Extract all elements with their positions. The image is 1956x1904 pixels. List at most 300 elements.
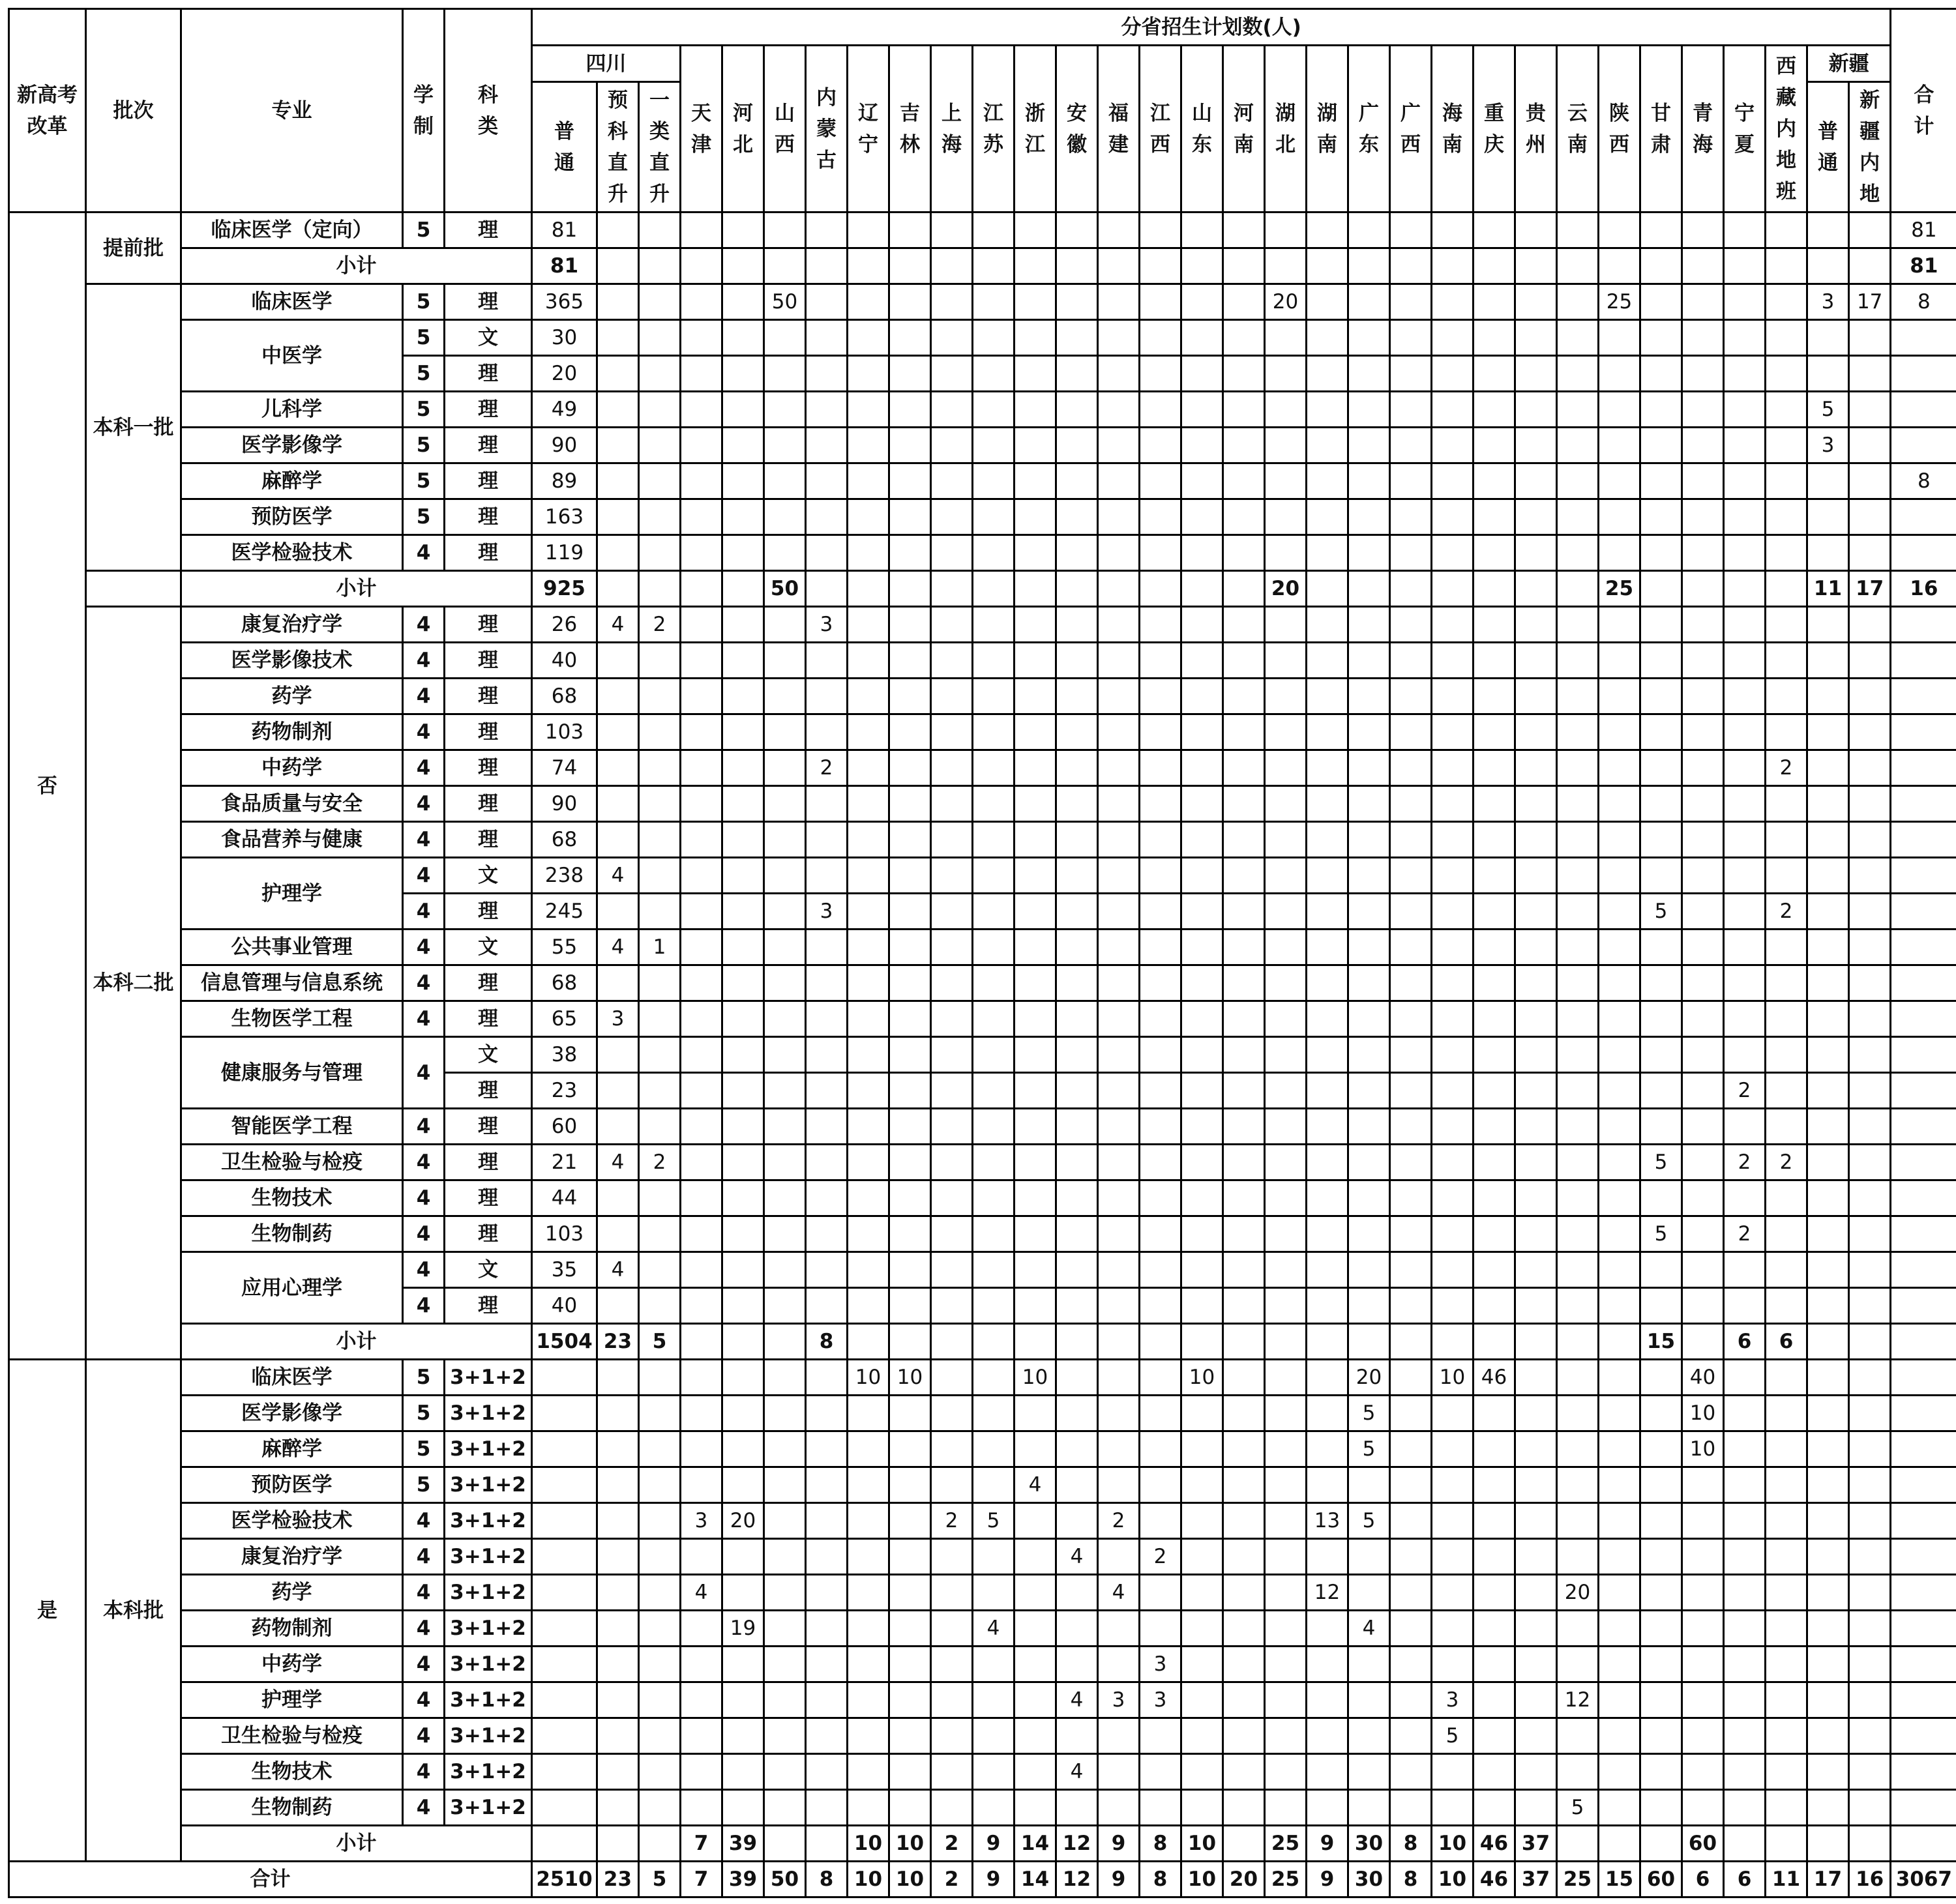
value-cell [1640,212,1682,248]
value-cell: 21 [532,1145,597,1180]
value-cell: 50 [764,284,806,320]
value-cell [1307,499,1348,535]
value-cell: 5 [1640,1145,1682,1180]
value-cell [1015,499,1056,535]
row-total-cell: 81 [1891,248,1956,284]
value-cell [1807,320,1849,356]
value-cell [681,1467,722,1503]
value-cell [1307,212,1348,248]
header-province [931,46,973,212]
row-total-cell [1891,1360,1956,1396]
value-cell [1515,1109,1557,1145]
value-cell [931,894,973,930]
value-cell [889,858,931,894]
value-cell: 12 [1557,1682,1599,1718]
value-cell [681,1718,722,1754]
value-cell [1181,428,1223,463]
value-cell [1807,1324,1849,1360]
subject-cell: 理 [445,1145,532,1180]
value-cell [1015,1718,1056,1754]
value-cell [1849,463,1891,499]
value-cell [1265,750,1307,786]
value-cell [764,356,806,392]
value-cell: 2 [1766,1145,1807,1180]
value-cell [1432,1611,1474,1647]
value-cell [1474,392,1515,428]
value-cell [639,356,681,392]
value-cell [1098,1467,1140,1503]
value-cell [1015,750,1056,786]
value-cell: 1504 [532,1324,597,1360]
value-cell [1724,1252,1766,1288]
value-cell [722,1754,764,1790]
value-cell [1599,1611,1640,1647]
value-cell [1849,786,1891,822]
value-cell [597,1611,639,1647]
value-cell [722,1718,764,1754]
value-cell [1557,1145,1599,1180]
table-row [9,786,1956,822]
value-cell: 2 [931,1503,973,1539]
value-cell [1181,643,1223,679]
value-cell [1307,1360,1348,1396]
value-cell [889,499,931,535]
value-cell: 10 [1015,1360,1056,1396]
table-row [9,1539,1956,1575]
value-cell [1599,463,1640,499]
value-cell [639,1647,681,1682]
value-cell [1599,643,1640,679]
subject-cell: 文 [445,1252,532,1288]
value-cell [1515,1431,1557,1467]
value-cell: 6 [1766,1324,1807,1360]
value-cell [1140,1611,1181,1647]
header-province [1474,46,1515,212]
enrollment-plan-table [8,8,1956,1898]
subtotal-label: 小计 [181,571,532,607]
value-cell [931,1431,973,1467]
value-cell [1724,965,1766,1001]
value-cell [1223,858,1265,894]
value-cell [1849,607,1891,643]
value-cell: 8 [1390,1826,1432,1862]
row-total-cell [1891,1324,1956,1360]
value-cell [1390,248,1432,284]
value-cell [1098,535,1140,571]
table-row [9,1109,1956,1145]
value-cell: 10 [848,1360,889,1396]
value-cell [1766,1539,1807,1575]
value-cell [1515,930,1557,965]
value-cell [1432,1109,1474,1145]
value-cell [1015,894,1056,930]
value-cell [1474,1216,1515,1252]
header-duration: 学制 [403,9,445,212]
header-province [764,46,806,212]
value-cell [597,320,639,356]
value-cell [1390,1790,1432,1826]
value-cell [639,1252,681,1288]
value-cell [597,284,639,320]
row-total-cell [1891,1396,1956,1431]
value-cell [1390,965,1432,1001]
value-cell [1640,1431,1682,1467]
row-total-cell [1891,320,1956,356]
value-cell [681,1790,722,1826]
value-cell: 5 [1348,1396,1390,1431]
value-cell: 19 [722,1611,764,1647]
value-cell [1724,750,1766,786]
value-cell [1557,1431,1599,1467]
header-xinjiang-sub [1807,82,1849,212]
value-cell [1724,1037,1766,1073]
value-cell [1766,1001,1807,1037]
value-cell [1682,930,1724,965]
value-cell: 9 [1098,1826,1140,1862]
value-cell [1056,1360,1098,1396]
value-cell [848,679,889,714]
batch-cell: 本科一批 [86,284,181,571]
value-cell [722,894,764,930]
value-cell [764,535,806,571]
value-cell [806,1216,848,1252]
header-text: 海南 [1442,101,1462,156]
header-total: 合计 [1891,9,1956,212]
value-cell [931,1718,973,1754]
subject-cell: 理 [445,463,532,499]
value-cell [1390,607,1432,643]
value-cell [1474,1073,1515,1109]
value-cell [1140,1503,1181,1539]
value-cell [1766,571,1807,607]
duration-cell: 4 [403,1288,445,1324]
row-total-cell [1891,535,1956,571]
value-cell [1056,284,1098,320]
value-cell [1474,1790,1515,1826]
value-cell [931,463,973,499]
value-cell [1056,1180,1098,1216]
value-cell [973,1216,1015,1252]
value-cell [1390,1431,1432,1467]
value-cell [681,1037,722,1073]
value-cell: 4 [1056,1682,1098,1718]
value-cell [1849,1288,1891,1324]
value-cell [639,248,681,284]
value-cell [1599,1216,1640,1252]
value-cell [1474,1682,1515,1718]
value-cell: 16 [1849,1862,1891,1897]
value-cell [1640,1467,1682,1503]
value-cell [532,1467,597,1503]
value-cell [1348,1288,1390,1324]
value-cell [722,1682,764,1718]
value-cell [1557,1467,1599,1503]
value-cell [848,894,889,930]
value-cell [1348,248,1390,284]
value-cell: 10 [1181,1360,1223,1396]
value-cell [1223,679,1265,714]
value-cell [1807,1539,1849,1575]
value-cell [1640,643,1682,679]
value-cell [1056,1396,1098,1431]
value-cell [1265,248,1307,284]
value-cell [1140,1109,1181,1145]
value-cell [1432,1790,1474,1826]
value-cell [1640,1539,1682,1575]
value-cell [1599,930,1640,965]
value-cell [1432,930,1474,965]
subject-cell: 理 [445,535,532,571]
value-cell [1223,1754,1265,1790]
value-cell [1098,858,1140,894]
row-total-cell [1891,1180,1956,1216]
value-cell [1307,428,1348,463]
value-cell [1766,212,1807,248]
subject-cell: 理 [445,1216,532,1252]
value-cell [1390,499,1432,535]
value-cell: 25 [1265,1862,1307,1897]
value-cell [1515,1718,1557,1754]
value-cell [931,1073,973,1109]
value-cell [1724,643,1766,679]
value-cell [1599,1503,1640,1539]
value-cell [1849,1180,1891,1216]
value-cell [1056,1575,1098,1611]
value-cell [1265,1180,1307,1216]
value-cell [597,1431,639,1467]
major-cell: 麻醉学 [181,463,403,499]
value-cell [1432,643,1474,679]
value-cell: 46 [1474,1862,1515,1897]
value-cell [1682,714,1724,750]
value-cell [1140,894,1181,930]
value-cell [1807,679,1849,714]
value-cell [722,1396,764,1431]
value-cell [889,1180,931,1216]
value-cell [639,1611,681,1647]
value-cell [1098,1324,1140,1360]
row-total-cell [1891,1647,1956,1682]
value-cell [1766,1826,1807,1862]
value-cell: 1 [639,930,681,965]
value-cell [1098,248,1140,284]
value-cell [973,356,1015,392]
value-cell [1056,499,1098,535]
major-cell: 预防医学 [181,1467,403,1503]
value-cell [639,1467,681,1503]
value-cell [1223,1431,1265,1467]
value-cell [722,822,764,858]
value-cell [1724,1109,1766,1145]
value-cell [1599,1539,1640,1575]
value-cell [1140,356,1181,392]
value-cell [1056,1288,1098,1324]
value-cell: 8 [1140,1826,1181,1862]
value-cell [1682,643,1724,679]
value-cell [1015,212,1056,248]
value-cell [681,499,722,535]
value-cell [1015,1682,1056,1718]
value-cell [681,1288,722,1324]
value-cell [973,212,1015,248]
value-cell [1640,428,1682,463]
value-cell [1390,1288,1432,1324]
value-cell [1098,1109,1140,1145]
value-cell [1307,1611,1348,1647]
value-cell [764,1360,806,1396]
duration-cell: 4 [403,1682,445,1718]
value-cell [848,1396,889,1431]
value-cell [1015,463,1056,499]
value-cell [931,1790,973,1826]
value-cell [1390,643,1432,679]
value-cell [973,965,1015,1001]
row-total-cell [1891,1145,1956,1180]
value-cell [1015,1073,1056,1109]
value-cell [1140,1001,1181,1037]
value-cell [1807,1503,1849,1539]
value-cell: 39 [722,1862,764,1897]
value-cell [1724,392,1766,428]
value-cell [1515,428,1557,463]
value-cell [1265,607,1307,643]
value-cell [1807,1611,1849,1647]
value-cell: 4 [1056,1539,1098,1575]
value-cell [889,965,931,1001]
value-cell [1849,535,1891,571]
value-cell [1557,643,1599,679]
value-cell [722,1037,764,1073]
value-cell [973,858,1015,894]
value-cell [1849,1467,1891,1503]
value-cell [1223,1539,1265,1575]
value-cell [1599,714,1640,750]
value-cell [1348,535,1390,571]
value-cell [1766,248,1807,284]
value-cell [1307,1109,1348,1145]
value-cell [973,499,1015,535]
value-cell [973,786,1015,822]
value-cell [1515,1467,1557,1503]
value-cell [848,1109,889,1145]
value-cell [1474,965,1515,1001]
value-cell [931,786,973,822]
subject-cell: 理 [445,428,532,463]
value-cell [722,463,764,499]
header-province [1599,46,1640,212]
value-cell [848,248,889,284]
table-row [9,499,1956,535]
value-cell [681,1360,722,1396]
value-cell [1557,1647,1599,1682]
value-cell [1140,1718,1181,1754]
header-province [1348,46,1390,212]
value-cell [1307,1252,1348,1288]
value-cell [931,1252,973,1288]
value-cell [1807,786,1849,822]
duration-cell: 4 [403,1539,445,1575]
value-cell [973,1145,1015,1180]
value-cell [1098,1539,1140,1575]
value-cell [806,1790,848,1826]
value-cell [764,643,806,679]
header-province [1682,46,1724,212]
value-cell [889,714,931,750]
value-cell [806,714,848,750]
value-cell [1515,499,1557,535]
value-cell: 12 [1307,1575,1348,1611]
value-cell [1015,1180,1056,1216]
value-cell [1515,535,1557,571]
value-cell [639,965,681,1001]
value-cell [639,1718,681,1754]
value-cell [639,284,681,320]
value-cell [1348,1324,1390,1360]
row-total-cell [1891,1718,1956,1754]
value-cell: 2 [1766,750,1807,786]
subject-cell: 理 [445,750,532,786]
value-cell [1181,965,1223,1001]
value-cell [722,965,764,1001]
value-cell [1432,499,1474,535]
value-cell [1474,1503,1515,1539]
value-cell [1181,320,1223,356]
value-cell: 5 [1640,1216,1682,1252]
value-cell [1056,463,1098,499]
value-cell [681,607,722,643]
value-cell [1390,679,1432,714]
value-cell [1181,392,1223,428]
value-cell [764,1790,806,1826]
value-cell [973,1431,1015,1467]
value-cell [1724,1180,1766,1216]
value-cell [1515,1503,1557,1539]
value-cell [973,714,1015,750]
value-cell: 74 [532,750,597,786]
header-province [973,46,1015,212]
value-cell [1599,786,1640,822]
value-cell [1223,1252,1265,1288]
value-cell [1265,463,1307,499]
value-cell [764,428,806,463]
value-cell [1515,786,1557,822]
value-cell [722,1001,764,1037]
value-cell [1682,571,1724,607]
major-cell: 护理学 [181,1682,403,1718]
value-cell [1474,535,1515,571]
value-cell [1098,463,1140,499]
header-province [1640,46,1682,212]
value-cell [1682,428,1724,463]
value-cell [1015,786,1056,822]
value-cell [764,1575,806,1611]
value-cell [532,1396,597,1431]
value-cell [889,1145,931,1180]
value-cell: 2 [1766,894,1807,930]
value-cell: 2 [1724,1216,1766,1252]
value-cell [1056,248,1098,284]
value-cell [1223,714,1265,750]
value-cell [1181,1503,1223,1539]
value-cell [1056,679,1098,714]
value-cell [1348,1575,1390,1611]
value-cell [889,1001,931,1037]
value-cell [1849,1001,1891,1037]
value-cell [1599,1826,1640,1862]
subject-cell: 3+1+2 [445,1754,532,1790]
value-cell [973,1252,1015,1288]
value-cell [764,1539,806,1575]
